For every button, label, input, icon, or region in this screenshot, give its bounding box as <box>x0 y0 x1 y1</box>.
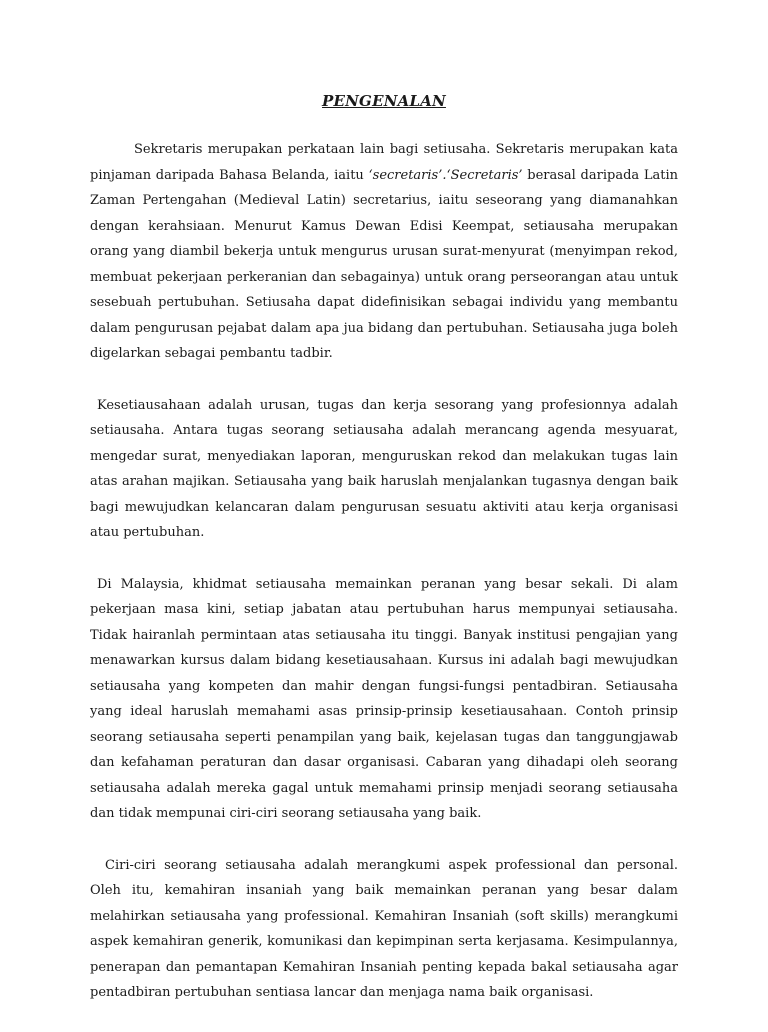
document-title: PENGENALAN <box>322 92 446 110</box>
paragraph-3-text: Di Malaysia, khidmat setiausaha memainkan peranan yang besar sekali. Di alam pekerjaan masa kini, setiap jabatan atau pertubuhan harus mempunyai setiausaha. Tidak hairanlah permintaan atas setiausaha itu tinggi. Banyak institusi pengajian yang menawarkan kursus dalam bidang kesetiausahaan. Kursus ini adalah bagi mewujudkan setiausaha yang kompeten dan mahir dengan fungsi-fungsi pentadbiran. Setiausaha yang ideal haruslah memahami asas prinsip-prinsip kesetiausahaan. Contoh prinsip seorang setiausaha seperti penampilan yang baik, kejelasan tugas dan tanggungjawab dan kefahaman peraturan dan dasar organisasi. Cabaran yang dihadapi oleh seorang setiausaha adalah mereka gagal untuk memahami prinsip menjadi seorang setiausaha dan tidak mempunai ciri-ciri seorang setiausaha yang baik. <box>90 576 678 821</box>
document-page <box>90 92 678 1032</box>
paragraph-2 <box>90 393 678 546</box>
paragraph-3 <box>90 572 678 827</box>
paragraph-1-text-b: berasal daripada Latin Zaman Pertengahan (Medieval Latin) secretarius, iaitu seseorang yang diamanahkan dengan kerahsiaan. Menurut Kamus Dewan Edisi Keempat, setiausaha merupakan orang yang diambil bekerja untuk mengurus urusan surat-menyurat (menyimpan rekod, membuat pekerjaan perkeranian dan sebagainya) untuk orang perseorangan atau untuk sesebuah pertubuhan. Setiusaha dapat didefinisikan sebagai individu yang membantu dalam pengurusan pejabat dalam apa jua bidang dan pertubuhan. Setiausaha juga boleh digelarkan sebagai pembantu tadbir. <box>90 167 679 361</box>
paragraph-2-text: Kesetiausahaan adalah urusan, tugas dan kerja sesorang yang profesionnya adalah setiausaha. Antara tugas seorang setiausaha adalah merancang agenda mesyuarat, mengedar surat, menyediakan laporan, menguruskan rekod dan melakukan tugas lain atas arahan majikan. Setiausaha yang baik haruslah menjalankan tugasnya dengan baik bagi mewujudkan kelancaran dalam pengurusan sesuatu aktiviti atau kerja organisasi atau pertubuhan. <box>90 397 678 540</box>
paragraph-4-text: Ciri-ciri seorang setiausaha adalah merangkumi aspek professional dan personal. Oleh itu, kemahiran insaniah yang baik memainkan peranan yang besar dalam melahirkan setiausaha yang professional. Kemahiran Insaniah (soft skills) merangkumi aspek kemahiran generik, komunikasi dan kepimpinan serta kerjasama. Kesimpulannya, penerapan dan pemantapan Kemahiran Insaniah penting kepada bakal setiausaha agar pentadbiran pertubuhan sentiasa lancar dan menjaga nama baik organisasi. <box>90 857 678 1000</box>
paragraph-1 <box>90 137 678 367</box>
paragraph-1-italic-term: ‘secretaris’.‘Secretaris’ <box>368 167 523 183</box>
paragraph-1-text-a: Sekretaris merupakan perkataan lain bagi setiusaha. Sekretaris merupakan kata pinjaman daripada Bahasa Belanda, iaitu <box>90 142 678 183</box>
paragraph-4 <box>90 853 678 1006</box>
